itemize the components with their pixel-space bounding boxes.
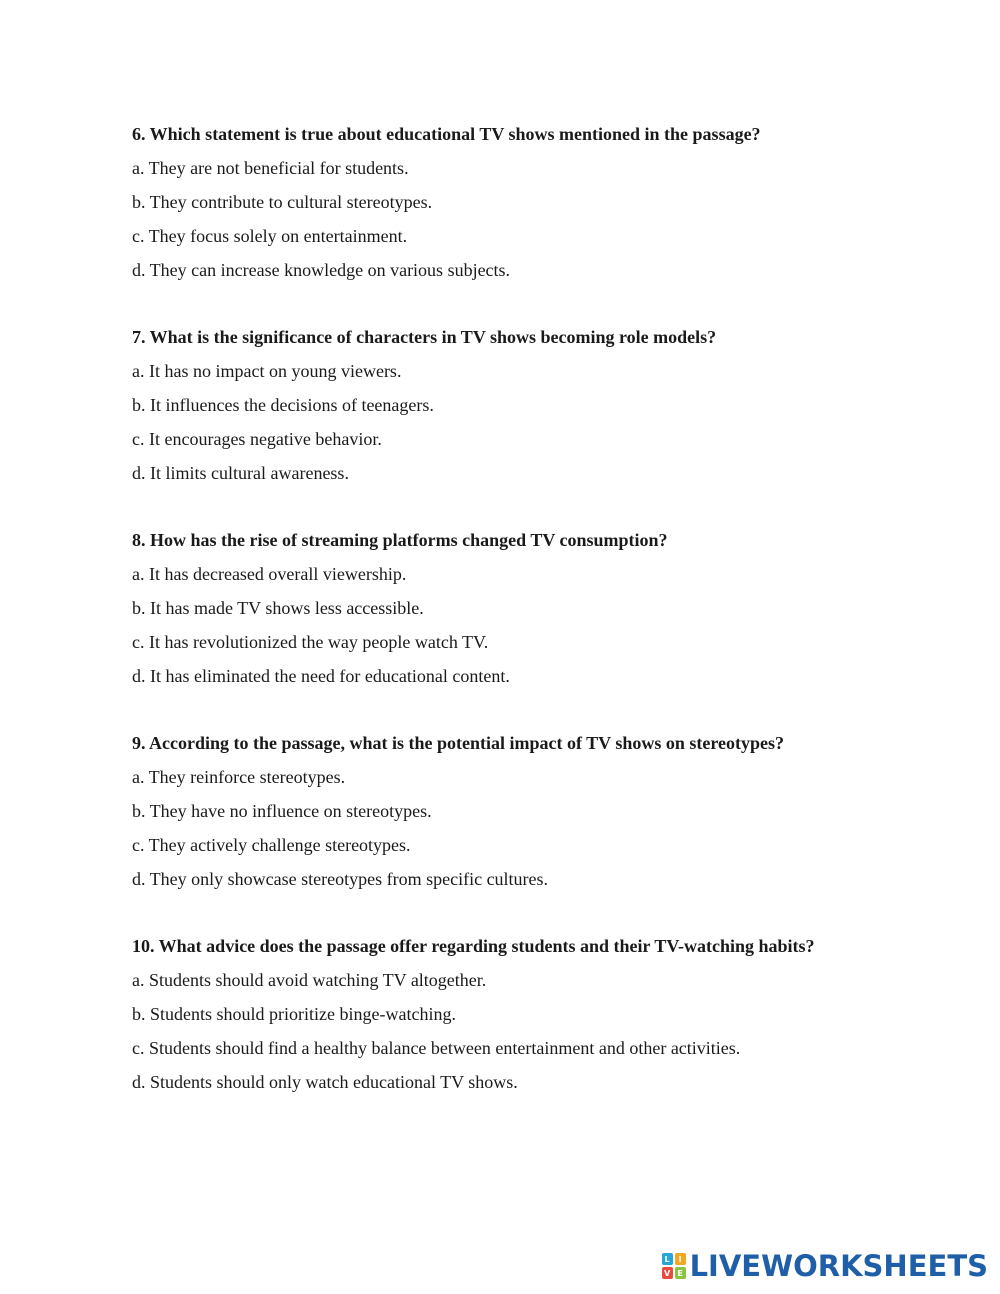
question-6 — [132, 124, 952, 294]
logo-mark-letter: I — [675, 1253, 686, 1265]
logo-text: LIVEWORKSHEETS — [689, 1249, 988, 1283]
question-7 — [132, 327, 952, 497]
option-a[interactable]: a. They are not beneficial for students. — [132, 158, 409, 178]
question-8 — [132, 530, 952, 700]
option-d[interactable]: d. Students should only watch educational TV shows. — [132, 1072, 518, 1092]
liveworksheets-logo-icon — [662, 1253, 686, 1279]
option-a[interactable]: a. It has no impact on young viewers. — [132, 361, 402, 381]
option-c[interactable]: c. Students should find a healthy balance between entertainment and other activities. — [132, 1038, 741, 1058]
question-title: 7. What is the significance of characters in TV shows becoming role models? — [132, 327, 717, 347]
option-c[interactable]: c. It encourages negative behavior. — [132, 429, 382, 449]
option-a[interactable]: a. Students should avoid watching TV altogether. — [132, 970, 487, 990]
logo-mark-letter: E — [675, 1267, 686, 1279]
option-b[interactable]: b. It has made TV shows less accessible. — [132, 598, 424, 618]
option-c[interactable]: c. It has revolutionized the way people watch TV. — [132, 632, 489, 652]
option-d[interactable]: d. They only showcase stereotypes from specific cultures. — [132, 869, 549, 889]
logo-mark-letter: V — [662, 1267, 673, 1279]
option-b[interactable]: b. It influences the decisions of teenagers. — [132, 395, 434, 415]
option-d[interactable]: d. They can increase knowledge on various subjects. — [132, 260, 511, 280]
question-title: 10. What advice does the passage offer regarding students and their TV-watching habits? — [132, 936, 815, 956]
option-a[interactable]: a. They reinforce stereotypes. — [132, 767, 346, 787]
question-title: 9. According to the passage, what is the potential impact of TV shows on stereotypes? — [132, 733, 785, 753]
option-b[interactable]: b. Students should prioritize binge-watching. — [132, 1004, 456, 1024]
liveworksheets-logo — [662, 1250, 988, 1282]
logo-mark-letter: L — [662, 1253, 673, 1265]
option-c[interactable]: c. They actively challenge stereotypes. — [132, 835, 411, 855]
question-title: 8. How has the rise of streaming platforms changed TV consumption? — [132, 530, 668, 550]
question-title: 6. Which statement is true about educational TV shows mentioned in the passage? — [132, 124, 761, 144]
question-10 — [132, 936, 952, 1106]
option-c[interactable]: c. They focus solely on entertainment. — [132, 226, 408, 246]
option-d[interactable]: d. It limits cultural awareness. — [132, 463, 349, 483]
question-9 — [132, 733, 952, 903]
option-b[interactable]: b. They contribute to cultural stereotypes. — [132, 192, 433, 212]
option-a[interactable]: a. It has decreased overall viewership. — [132, 564, 407, 584]
option-b[interactable]: b. They have no influence on stereotypes. — [132, 801, 432, 821]
option-d[interactable]: d. It has eliminated the need for educational content. — [132, 666, 510, 686]
